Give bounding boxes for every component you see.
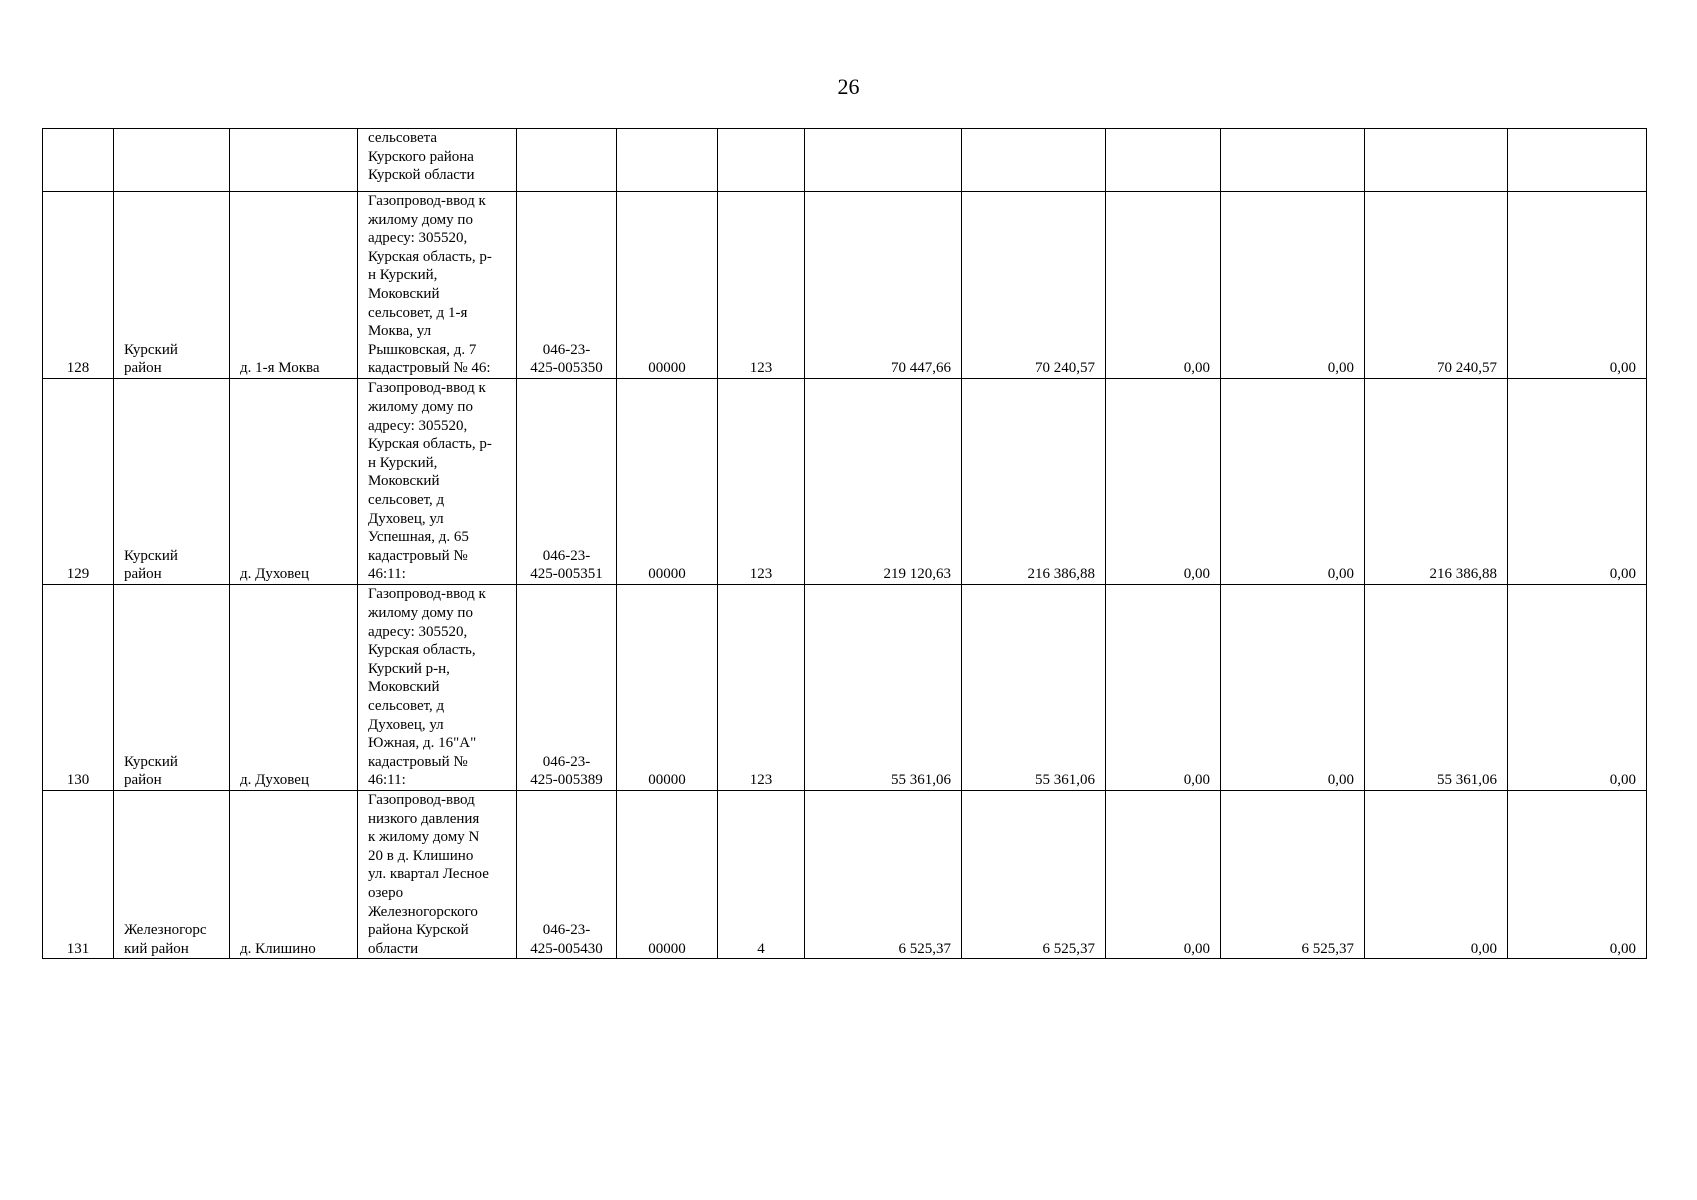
registry-number-cell-line: 425-005350	[530, 360, 603, 377]
kind-cell: 123	[718, 584, 805, 790]
value-cell-3: 0,00	[1106, 790, 1221, 958]
object-description-cell-line: Курского района	[368, 148, 474, 165]
object-description-cell-line: сельсовета	[368, 130, 438, 146]
district-cell-line: Курский	[124, 341, 178, 358]
code-cell: 00000	[617, 584, 718, 790]
value-cell-3	[1106, 129, 1221, 192]
settlement-cell: д. 1-я Моква	[230, 192, 358, 379]
object-description-cell-line: Рышковская, д. 7	[368, 341, 477, 358]
object-description-cell	[358, 584, 517, 790]
page-number: 26	[837, 74, 860, 99]
value-cell-5: 0,00	[1365, 790, 1508, 958]
object-description-cell-line: озеро	[368, 884, 404, 901]
district-cell	[114, 790, 230, 958]
value-cell-3: 0,00	[1106, 192, 1221, 379]
value-cell-6	[1508, 129, 1647, 192]
district-cell-line: район	[124, 360, 162, 377]
object-description-cell-line: Духовец, ул	[368, 716, 444, 733]
object-description-cell-line: адресу: 305520,	[368, 417, 468, 434]
district-cell	[114, 378, 230, 584]
object-description-cell-line: 46:11:	[368, 566, 406, 583]
registry-number-cell-line: 046-23-	[542, 922, 591, 939]
registry-number-cell-line: 046-23-	[542, 753, 591, 770]
object-description-cell-line: Моковский	[368, 473, 440, 490]
object-description-cell-line: Газопровод-ввод к	[368, 586, 486, 603]
registry-table	[42, 128, 1647, 959]
value-cell-6: 0,00	[1508, 192, 1647, 379]
value-cell-1: 55 361,06	[805, 584, 962, 790]
code-cell: 00000	[617, 378, 718, 584]
row-number-cell: 130	[43, 584, 114, 790]
object-description-cell-line: Курская область,	[368, 642, 476, 659]
kind-cell: 123	[718, 192, 805, 379]
table-body	[43, 129, 1647, 959]
code-cell: 00000	[617, 192, 718, 379]
district-cell-line: Курский	[124, 547, 178, 564]
object-description-cell-line: Моковский	[368, 285, 440, 302]
object-description-cell-line: жилому дому по	[368, 605, 473, 621]
value-cell-5: 216 386,88	[1365, 378, 1508, 584]
value-cell-4	[1221, 129, 1365, 192]
district-cell-line: район	[124, 566, 162, 583]
object-description-cell-line: района Курской	[368, 922, 469, 939]
value-cell-2	[962, 129, 1106, 192]
registry-number-cell-line: 425-005389	[530, 772, 603, 789]
object-description-cell-line: области	[368, 940, 419, 957]
object-description-cell-line: кадастровый №	[368, 547, 468, 564]
district-cell	[114, 584, 230, 790]
registry-number-cell-line: 425-005430	[530, 940, 603, 957]
object-description-cell-line: Курский р-н,	[368, 660, 450, 677]
table-row	[43, 584, 1647, 790]
district-cell	[114, 192, 230, 379]
value-cell-6: 0,00	[1508, 378, 1647, 584]
value-cell-6: 0,00	[1508, 790, 1647, 958]
district-cell	[114, 129, 230, 192]
registry-number-cell	[517, 129, 617, 192]
object-description-cell-line: Газопровод-ввод к	[368, 193, 486, 209]
row-number-cell: 128	[43, 192, 114, 379]
table-row	[43, 129, 1647, 192]
value-cell-3: 0,00	[1106, 584, 1221, 790]
registry-number-cell	[517, 192, 617, 379]
value-cell-6: 0,00	[1508, 584, 1647, 790]
value-cell-4: 0,00	[1221, 584, 1365, 790]
district-cell-line: кий район	[124, 940, 189, 957]
value-cell-2: 6 525,37	[962, 790, 1106, 958]
object-description-cell-line: н Курский,	[368, 454, 438, 471]
object-description-cell	[358, 378, 517, 584]
code-cell	[617, 129, 718, 192]
value-cell-2: 70 240,57	[962, 192, 1106, 379]
object-description-cell-line: Моковский	[368, 679, 440, 696]
value-cell-4: 0,00	[1221, 192, 1365, 379]
object-description-cell-line: Моква, ул	[368, 323, 432, 340]
value-cell-3: 0,00	[1106, 378, 1221, 584]
table-row	[43, 790, 1647, 958]
object-description-cell-line: 46:11:	[368, 772, 406, 789]
value-cell-1: 70 447,66	[805, 192, 962, 379]
object-description-cell-line: 20 в д. Клишино	[368, 847, 474, 864]
object-description-cell-line: к жилому дому N	[368, 829, 480, 846]
object-description-cell-line: Успешная, д. 65	[368, 529, 469, 546]
district-cell-line: Железногорс	[124, 922, 207, 939]
object-description-cell-line: Газопровод-ввод	[368, 791, 475, 808]
object-description-cell-line: н Курский,	[368, 267, 438, 284]
settlement-cell: д. Клишино	[230, 790, 358, 958]
object-description-cell-line: сельсовет, д	[368, 491, 445, 508]
registry-number-cell-line: 046-23-	[542, 341, 591, 358]
registry-number-cell	[517, 378, 617, 584]
object-description-cell-line: кадастровый № 46:	[368, 360, 491, 377]
object-description-cell-line: сельсовет, д	[368, 697, 445, 714]
object-description-cell	[358, 192, 517, 379]
registry-number-cell	[517, 584, 617, 790]
table-row	[43, 378, 1647, 584]
object-description-cell-line: Курской области	[368, 167, 475, 184]
district-cell-line: район	[124, 772, 162, 789]
object-description-cell-line: низкого давления	[368, 810, 480, 827]
object-description-cell-line: Газопровод-ввод к	[368, 380, 486, 397]
object-description-cell-line: жилому дому по	[368, 211, 473, 228]
object-description-cell-line: Духовец, ул	[368, 510, 444, 527]
object-description-cell-line: Железногорского	[368, 903, 478, 920]
object-description-cell-line: Курская область, р-	[368, 436, 492, 453]
value-cell-2: 216 386,88	[962, 378, 1106, 584]
object-description-cell-line: адресу: 305520,	[368, 230, 468, 247]
value-cell-5: 55 361,06	[1365, 584, 1508, 790]
registry-number-cell-line: 425-005351	[530, 566, 603, 583]
object-description-cell-line: Южная, д. 16"А"	[368, 735, 477, 752]
object-description-cell-line: адресу: 305520,	[368, 623, 468, 640]
object-description-cell	[358, 790, 517, 958]
object-description-cell-line: жилому дому по	[368, 399, 473, 415]
value-cell-4: 0,00	[1221, 378, 1365, 584]
code-cell: 00000	[617, 790, 718, 958]
value-cell-4: 6 525,37	[1221, 790, 1365, 958]
object-description-cell-line: сельсовет, д 1-я	[368, 304, 468, 321]
object-description-cell	[358, 129, 517, 192]
row-number-cell: 131	[43, 790, 114, 958]
settlement-cell: д. Духовец	[230, 584, 358, 790]
value-cell-2: 55 361,06	[962, 584, 1106, 790]
value-cell-5: 70 240,57	[1365, 192, 1508, 379]
registry-number-cell-line: 046-23-	[542, 547, 591, 564]
object-description-cell-line: кадастровый №	[368, 753, 468, 770]
settlement-cell: д. Духовец	[230, 378, 358, 584]
district-cell-line: Курский	[124, 753, 178, 770]
value-cell-5	[1365, 129, 1508, 192]
row-number-cell	[43, 129, 114, 192]
value-cell-1	[805, 129, 962, 192]
value-cell-1: 6 525,37	[805, 790, 962, 958]
value-cell-1: 219 120,63	[805, 378, 962, 584]
row-number-cell: 129	[43, 378, 114, 584]
settlement-cell	[230, 129, 358, 192]
kind-cell: 123	[718, 378, 805, 584]
registry-number-cell	[517, 790, 617, 958]
kind-cell	[718, 129, 805, 192]
object-description-cell-line: Курская область, р-	[368, 248, 492, 265]
kind-cell: 4	[718, 790, 805, 958]
object-description-cell-line: ул. квартал Лесное	[368, 866, 489, 883]
table-row	[43, 192, 1647, 379]
